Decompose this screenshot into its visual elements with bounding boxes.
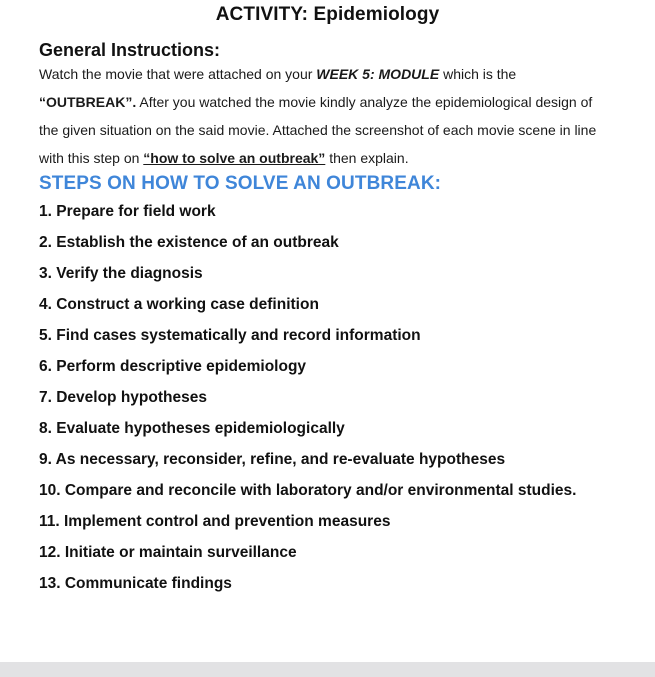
document-title: ACTIVITY: Epidemiology bbox=[215, 4, 440, 25]
bottom-scroll-strip bbox=[0, 662, 655, 677]
instructions-text-1: Watch the movie that were attached on your bbox=[39, 66, 317, 82]
movie-title: “OUTBREAK”. bbox=[39, 94, 137, 110]
general-instructions-heading: General Instructions: bbox=[39, 40, 221, 60]
general-instructions-paragraph bbox=[39, 60, 609, 172]
instructions-text-2: which is the bbox=[439, 66, 517, 82]
instructions-text-4: then explain. bbox=[325, 150, 409, 166]
step-item: 2. Establish the existence of an outbreak bbox=[39, 234, 339, 251]
step-item: 4. Construct a working case definition bbox=[39, 296, 319, 313]
steps-heading: STEPS ON HOW TO SOLVE AN OUTBREAK: bbox=[39, 173, 442, 194]
instructions-text-3: After you watched the movie kindly analyze the epidemiological design of the given situation on the said movie. Attached the screenshot of each movie scene in line with this step on bbox=[39, 94, 597, 166]
step-item: 3. Verify the diagnosis bbox=[39, 265, 203, 282]
module-reference: WEEK 5: MODULE bbox=[316, 66, 440, 82]
steps-reference: “how to solve an outbreak” bbox=[143, 150, 326, 166]
step-item: 11. Implement control and prevention measures bbox=[39, 513, 391, 530]
step-item: 13. Communicate findings bbox=[39, 575, 232, 592]
step-item: 9. As necessary, reconsider, refine, and re-evaluate hypotheses bbox=[39, 451, 506, 468]
step-item: 7. Develop hypotheses bbox=[39, 389, 207, 406]
steps-list bbox=[39, 196, 609, 599]
step-item: 8. Evaluate hypotheses epidemiologically bbox=[39, 420, 345, 437]
step-item: 10. Compare and reconcile with laboratory and/or environmental studies. bbox=[39, 482, 577, 499]
step-item: 1. Prepare for field work bbox=[39, 203, 216, 220]
step-item: 12. Initiate or maintain surveillance bbox=[39, 544, 297, 561]
step-item: 6. Perform descriptive epidemiology bbox=[39, 358, 307, 375]
step-item: 5. Find cases systematically and record information bbox=[39, 327, 421, 344]
